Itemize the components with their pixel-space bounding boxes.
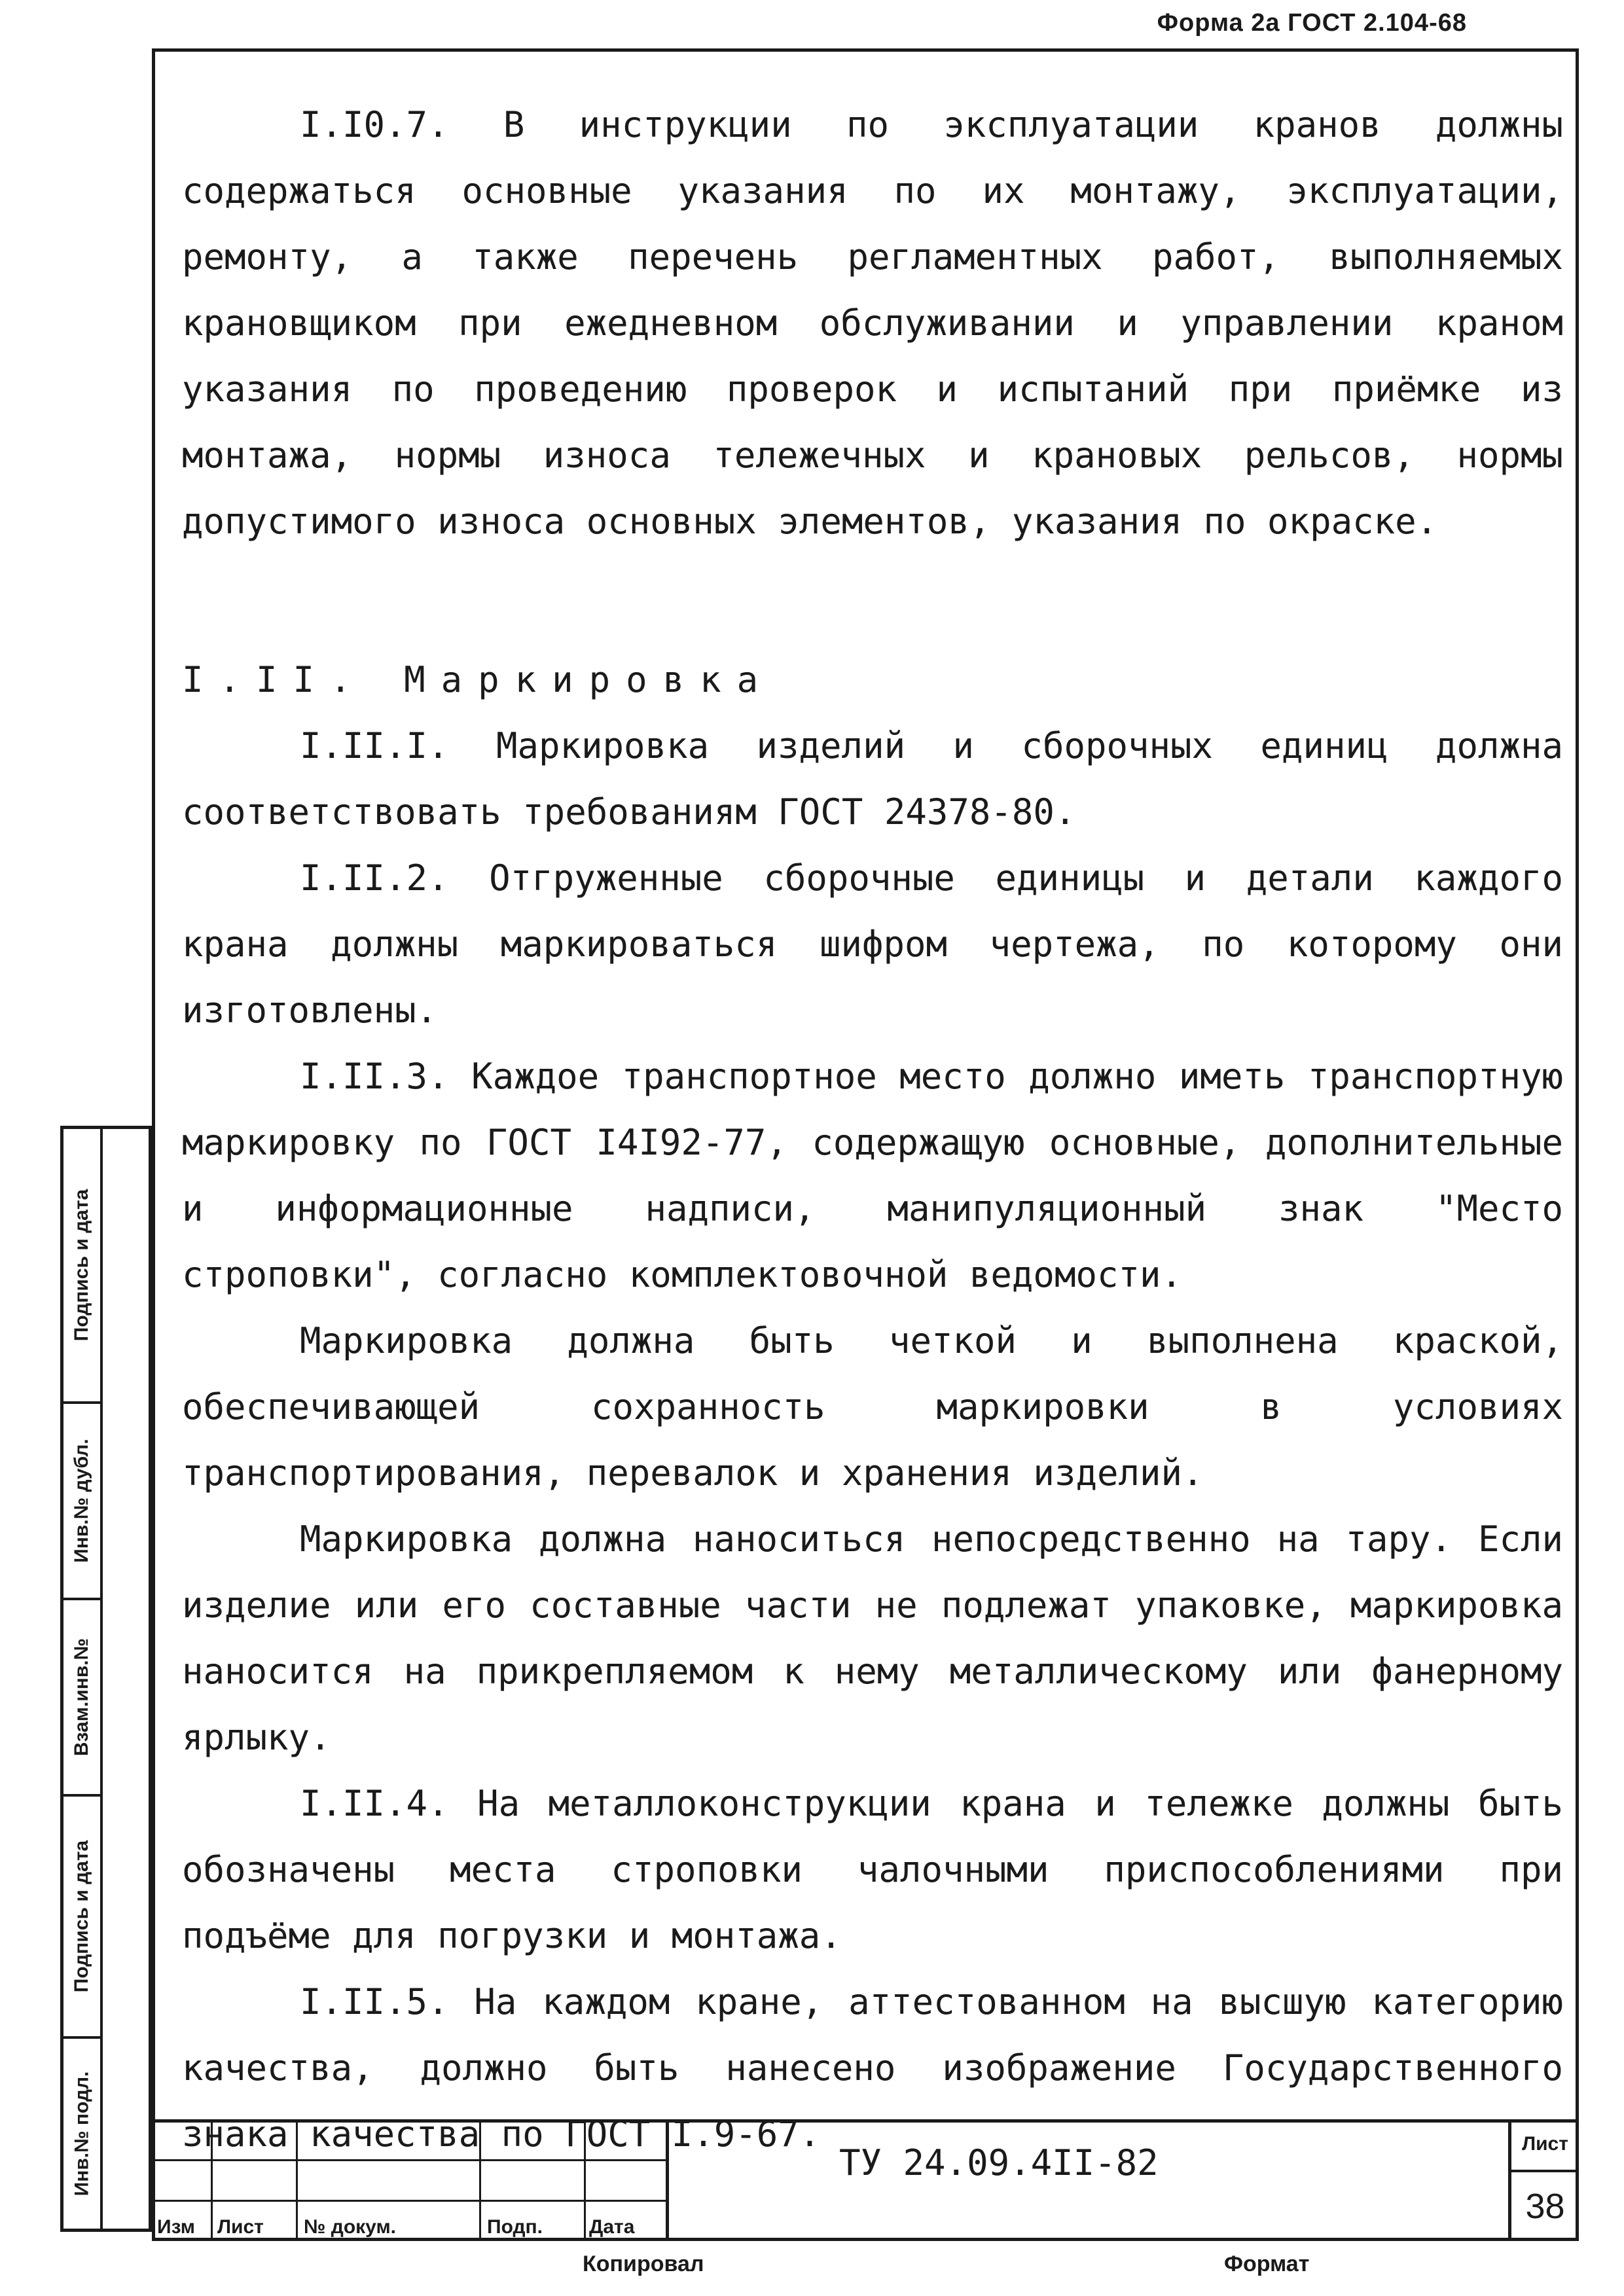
paragraph: I.II.5. На каждом кране, аттестованном на высшую категорию качества, должно быть нанесено изображение Государственного знака качества по ГОСТ I.9-67. [182, 1981, 1563, 2155]
col-label-sheet: Лист [217, 2216, 264, 2238]
title-block [152, 2119, 1579, 2241]
paragraph: I.II.3. Каждое транспортное место должно иметь транспортную маркировку по ГОСТ I4I92-77, содержащую основные, дополнительные и информационные надписи, манипуляционный знак "Место строповки", согласно комплектовочной ведомости. [182, 1056, 1563, 1295]
side-strip [60, 1126, 152, 2232]
side-cell: Инв.№ подл. [63, 2039, 103, 2229]
col-label-date: Дата [589, 2216, 635, 2238]
col-label-change: Изм [157, 2216, 195, 2238]
sheet-box [1508, 2123, 1579, 2241]
paragraph: I.II.4. На металлоконструкции крана и тележке должны быть обозначены места строповки чалочными приспособлениями при подъёме для погрузки и монтажа. [182, 1783, 1563, 1956]
section-heading: I.II. Маркировка [182, 659, 774, 700]
footer-copied: Копировал [583, 2251, 704, 2276]
document-body [182, 92, 1563, 2167]
col-label-signature: Подп. [487, 2216, 543, 2238]
revision-grid [152, 2123, 669, 2241]
form-header: Форма 2а ГОСТ 2.104-68 [1157, 9, 1467, 37]
paragraph: I.I0.7. В инструкции по эксплуатации кранов должны содержаться основные указания по их монтажу, эксплуатации, ремонту, а также перечень регламентных работ, выполняемых крановщиком при ежедневном обслуживании и управлении краном указания по проведению проверок и испытаний при приёмке из монтажа, нормы износа тележечных и крановых рельсов, нормы допустимого износа основных элементов, указания по окраске. [182, 104, 1563, 542]
side-cell: Взам.инв.№ [63, 1600, 103, 1797]
paragraph: I.II.2. Отгруженные сборочные единицы и детали каждого крана должны маркироваться шифром чертежа, по которому они изготовлены. [182, 857, 1563, 1031]
footer-format: Формат [1224, 2251, 1310, 2276]
side-cell: Подпись и дата [63, 1797, 103, 2039]
col-label-doc-number: № докум. [304, 2216, 396, 2238]
document-code: ТУ 24.09.4II-82 [839, 2142, 1159, 2183]
paragraph: Маркировка должна быть четкой и выполнена краской, обеспечивающей сохранность маркировки в условиях транспортирования, перевалок и хранения изделий. [182, 1320, 1563, 1494]
paragraph: I.II.I. Маркировка изделий и сборочных единиц должна соответствовать требованиям ГОСТ 24378-80. [182, 725, 1563, 833]
side-cell: Подпись и дата [63, 1129, 103, 1404]
side-cell: Инв.№ дубл. [63, 1404, 103, 1600]
sheet-label: Лист [1522, 2133, 1568, 2155]
paragraph: Маркировка должна наноситься непосредственно на тару. Если изделие или его составные части не подлежат упаковке, маркировка наносится на прикрепляемом к нему металлическому или фанерному ярлыку. [182, 1518, 1563, 1758]
sheet-number: 38 [1511, 2170, 1579, 2240]
